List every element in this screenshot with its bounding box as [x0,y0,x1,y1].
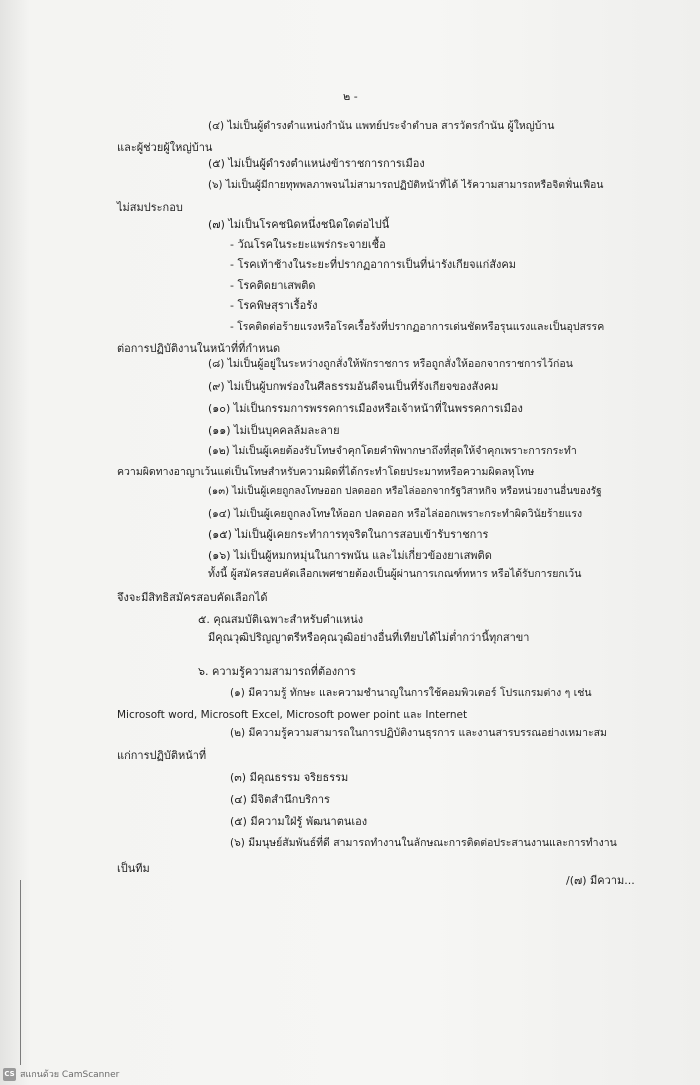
skill-line-2: (๒) มีความรู้ความสามารถในการปฏิบัติงานธุรการ และงานสารบรรณอย่างเหมาะสม [230,727,607,739]
qualification-line-5: (๕) ไม่เป็นผู้ดำรงตำแหน่งข้าราชการการเมือง [208,157,425,170]
section-5-heading: ๕. คุณสมบัติเฉพาะสำหรับตำแหน่ง [198,613,364,626]
qualification-line-10: (๑๐) ไม่เป็นกรรมการพรรคการเมืองหรือเจ้าหน้าที่ในพรรคการเมือง [208,402,523,415]
qualification-line-7: (๗) ไม่เป็นโรคชนิดหนึ่งชนิดใดต่อไปนี้ [208,218,390,231]
skill-line-1: (๑) มีความรู้ ทักษะ และความชำนาญในการใช้คอมพิวเตอร์ โปรแกรมต่าง ๆ เช่น [230,687,592,699]
continuation-marker: /(๗) มีความ... [566,874,635,887]
disease-item: - โรคติดต่อร้ายแรงหรือโรคเรื้อรังที่ปรากฏอาการเด่นชัดหรือรุนแรงและเป็นอุปสรรค [230,321,605,333]
qualification-line-11: (๑๑) ไม่เป็นบุคคลล้มละลาย [208,424,340,437]
skill-line-2-cont: แก่การปฏิบัติหน้าที่ [117,749,207,762]
scanner-watermark-text: สแกนด้วย CamScanner [20,1070,120,1080]
camscanner-logo-icon: CS [3,1068,16,1081]
qualification-line-9: (๙) ไม่เป็นผู้บกพร่องในศีลธรรมอันดีจนเป็นที่รังเกียจของสังคม [208,380,499,393]
qualification-line-12: (๑๒) ไม่เป็นผู้เคยต้องรับโทษจำคุกโดยคำพิพากษาถึงที่สุดให้จำคุกเพราะการกระทำ [208,445,577,457]
section-6-heading: ๖. ความรู้ความสามารถที่ต้องการ [198,665,356,678]
skill-line-5: (๕) มีความใฝ่รู้ พัฒนาตนเอง [230,815,368,828]
qualification-line-16: (๑๖) ไม่เป็นผู้หมกหมุ่นในการพนัน และไม่เกี่ยวข้องยาเสพติด [208,549,492,562]
qualification-line-13: (๑๓) ไม่เป็นผู้เคยถูกลงโทษออก ปลดออก หรือไล่ออกจากรัฐวิสาหกิจ หรือหน่วยงานอื่นของรัฐ [208,486,602,497]
qualification-line-6-cont: ไม่สมประกอบ [117,201,183,214]
skill-line-1-cont: Microsoft word, Microsoft Excel, Microsoft power point และ Internet [117,709,468,721]
skill-line-6-cont: เป็นทีม [117,862,150,875]
binding-shadow-line [20,880,21,1065]
skill-line-3: (๓) มีคุณธรรม จริยธรรม [230,771,349,784]
military-note-cont: จึงจะมีสิทธิสมัครสอบคัดเลือกได้ [117,591,268,604]
disease-item-cont: ต่อการปฏิบัติงานในหน้าที่ที่กำหนด [117,342,281,355]
qualification-line-6: (๖) ไม่เป็นผู้มีกายทุพพลภาพจนไม่สามารถปฏิบัติหน้าที่ได้ ไร้ความสามารถหรือจิตฟั่นเฟือน [208,179,604,191]
disease-item: - โรคพิษสุราเรื้อรัง [230,299,318,312]
qualification-line-4-cont: และผู้ช่วยผู้ใหญ่บ้าน [117,141,213,154]
disease-item: - วัณโรคในระยะแพร่กระจายเชื้อ [230,238,386,251]
disease-item: - โรคเท้าช้างในระยะที่ปรากฏอาการเป็นที่น่ารังเกียจแก่สังคม [230,258,517,271]
qualification-line-8: (๘) ไม่เป็นผู้อยู่ในระหว่างถูกสั่งให้พักราชการ หรือถูกสั่งให้ออกจากราชการไว้ก่อน [208,358,573,370]
scanner-watermark [3,1067,119,1081]
qualification-line-15: (๑๕) ไม่เป็นผู้เคยกระทำการทุจริตในการสอบเข้ารับราชการ [208,528,489,541]
disease-item: - โรคติดยาเสพติด [230,279,316,292]
skill-line-6: (๖) มีมนุษย์สัมพันธ์ที่ดี สามารถทำงานในลักษณะการติดต่อประสานงานและการทำงาน [230,837,617,849]
skill-line-4: (๔) มีจิตสำนึกบริการ [230,793,330,806]
qualification-line-14: (๑๔) ไม่เป็นผู้เคยถูกลงโทษให้ออก ปลดออก หรือไล่ออกเพราะกระทำผิดวินัยร้ายแรง [208,508,583,520]
section-5-body: มีคุณวุฒิปริญญาตรีหรือคุณวุฒิอย่างอื่นที่เทียบได้ไม่ต่ำกว่านี้ทุกสาขา [208,631,530,644]
military-note: ทั้งนี้ ผู้สมัครสอบคัดเลือกเพศชายต้องเป็นผู้ผ่านการเกณฑ์ทหาร หรือได้รับการยกเว้น [208,568,582,580]
page-number: ๒ - [343,90,358,103]
qualification-line-4: (๔) ไม่เป็นผู้ดำรงตำแหน่งกำนัน แพทย์ประจำตำบล สารวัตรกำนัน ผู้ใหญ่บ้าน [208,120,555,132]
qualification-line-12-cont: ความผิดทางอาญาเว้นแต่เป็นโทษสำหรับความผิดที่ได้กระทำโดยประมาทหรือความผิดลหุโทษ [117,466,535,478]
